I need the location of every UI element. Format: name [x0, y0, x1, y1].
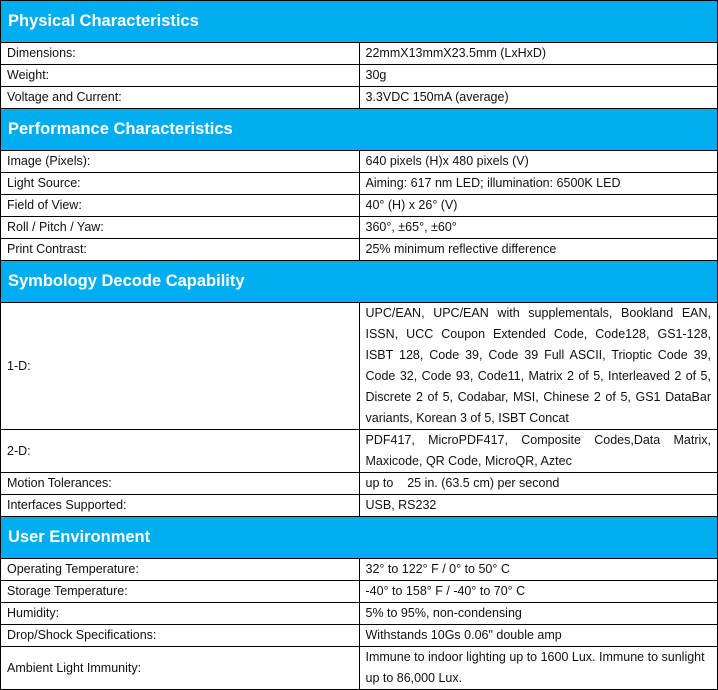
spec-label: Image (Pixels):	[1, 151, 360, 173]
spec-label: Drop/Shock Specifications:	[1, 625, 360, 647]
spec-value: 640 pixels (H)x 480 pixels (V)	[359, 151, 718, 173]
spec-value: Immune to indoor lighting up to 1600 Lux. Immune to sunlight up to 86,000 Lux.	[359, 647, 718, 690]
spec-row	[1, 239, 718, 261]
spec-label: Field of View:	[1, 195, 360, 217]
spec-label: Roll / Pitch / Yaw:	[1, 217, 360, 239]
section-header	[1, 517, 718, 559]
spec-row	[1, 559, 718, 581]
spec-value: PDF417, MicroPDF417, Composite Codes,Data Matrix, Maxicode, QR Code, MicroQR, Aztec	[359, 430, 718, 473]
section-title: Performance Characteristics	[1, 109, 718, 151]
spec-row	[1, 43, 718, 65]
spec-row	[1, 495, 718, 517]
spec-label: Dimensions:	[1, 43, 360, 65]
spec-value: 3.3VDC 150mA (average)	[359, 87, 718, 109]
spec-label: Print Contrast:	[1, 239, 360, 261]
spec-label: Humidity:	[1, 603, 360, 625]
spec-label: Storage Temperature:	[1, 581, 360, 603]
spec-row	[1, 151, 718, 173]
spec-row	[1, 303, 718, 430]
spec-label: Motion Tolerances:	[1, 473, 360, 495]
spec-value: UPC/EAN, UPC/EAN with supplementals, Bookland EAN, ISSN, UCC Coupon Extended Code, Code128, GS1-128, ISBT 128, Code 39, Code 39 Full ASCII, Trioptic Code 39, Code 32, Code 93, Code11, Matrix 2 of 5, Interleaved 2 of 5, Discrete 2 of 5, Codabar, MSI, Chinese 2 of 5, GS1 DataBar variants, Korean 3 of 5, ISBT Concat	[359, 303, 718, 430]
section-header	[1, 109, 718, 151]
spec-value: 5% to 95%, non-condensing	[359, 603, 718, 625]
spec-row	[1, 217, 718, 239]
spec-value: 30g	[359, 65, 718, 87]
spec-label: Weight:	[1, 65, 360, 87]
spec-row	[1, 430, 718, 473]
spec-value: 40° (H) x 26° (V)	[359, 195, 718, 217]
section-title: User Environment	[1, 517, 718, 559]
spec-row	[1, 603, 718, 625]
spec-row	[1, 581, 718, 603]
spec-label: 2-D:	[1, 430, 360, 473]
spec-value: -40° to 158° F / -40° to 70° C	[359, 581, 718, 603]
spec-value: 32° to 122° F / 0° to 50° C	[359, 559, 718, 581]
spec-value: 25% minimum reflective difference	[359, 239, 718, 261]
spec-value: up to 25 in. (63.5 cm) per second	[359, 473, 718, 495]
section-title: Symbology Decode Capability	[1, 261, 718, 303]
spec-row	[1, 65, 718, 87]
spec-row	[1, 87, 718, 109]
spec-value: USB, RS232	[359, 495, 718, 517]
spec-label: Interfaces Supported:	[1, 495, 360, 517]
spec-row	[1, 647, 718, 690]
spec-label: Operating Temperature:	[1, 559, 360, 581]
spec-label: 1-D:	[1, 303, 360, 430]
spec-label: Voltage and Current:	[1, 87, 360, 109]
spec-value: 22mmX13mmX23.5mm (LxHxD)	[359, 43, 718, 65]
spec-value: 360°, ±65°, ±60°	[359, 217, 718, 239]
spec-row	[1, 473, 718, 495]
spec-value: Withstands 10Gs 0.06" double amp	[359, 625, 718, 647]
spec-row	[1, 625, 718, 647]
spec-label: Light Source:	[1, 173, 360, 195]
section-title: Physical Characteristics	[1, 1, 718, 43]
spec-row	[1, 173, 718, 195]
spec-label: Ambient Light Immunity:	[1, 647, 360, 690]
section-header	[1, 261, 718, 303]
spec-row	[1, 195, 718, 217]
spec-value: Aiming: 617 nm LED; illumination: 6500K LED	[359, 173, 718, 195]
section-header	[1, 1, 718, 43]
